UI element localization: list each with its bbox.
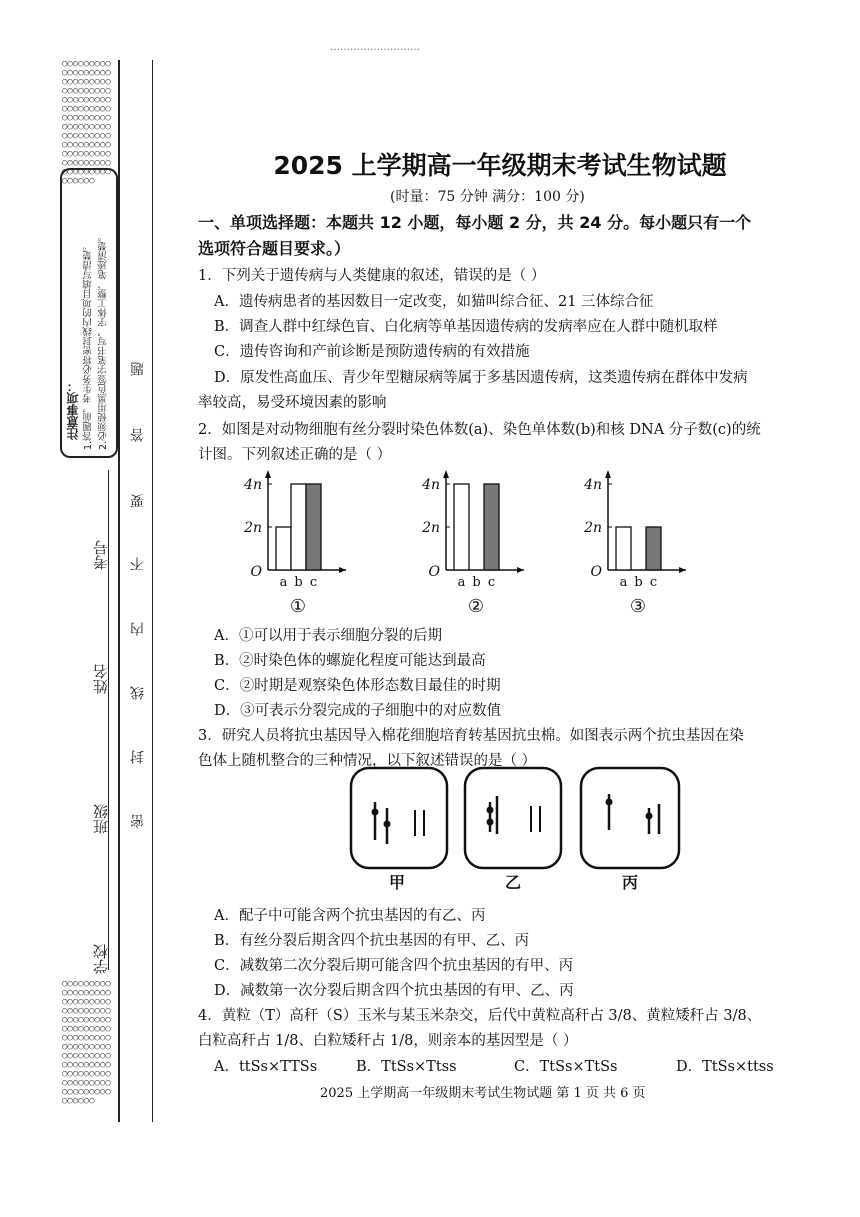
- q1-option-d-line2: 率较高，易受环境因素的影响: [198, 395, 387, 411]
- bar-c: [306, 484, 321, 570]
- q2-option-a: A．①可以用于表示细胞分裂的后期: [214, 628, 442, 644]
- gene-dot: [487, 807, 494, 814]
- field-school: 学校: [92, 944, 110, 974]
- seal-char-4: 不: [130, 557, 146, 571]
- q1-option-c: C．遗传咨询和产前诊断是预防遗传病的有效措施: [214, 344, 530, 360]
- q2-option-d: D．③可表示分裂完成的子细胞中的对应数值: [214, 703, 502, 719]
- bar-a: [276, 527, 291, 570]
- cell-yi: [465, 768, 561, 868]
- y-axis-arrow: [605, 470, 611, 478]
- x-tick-label: c: [487, 575, 496, 590]
- chart-label: ①: [289, 596, 307, 617]
- y-axis-arrow: [443, 470, 449, 478]
- chart-label: ②: [467, 596, 485, 617]
- x-tick-label: c: [649, 575, 658, 590]
- bar-c: [646, 527, 661, 570]
- seal-char-6: 线: [130, 686, 146, 700]
- q4-stem-line1: 4．黄粒（T）高秆（S）玉米与某玉米杂交，后代中黄粒高秆占 3/8、黄粒矮秆占 3/8、: [198, 1008, 762, 1024]
- q4-option-c: C．TtSs×TtSs: [514, 1059, 618, 1075]
- x-axis-arrow: [679, 567, 686, 573]
- notice-item-2: 2.必须使用黑色签字笔书写，字体工整、笔迹清楚。: [98, 231, 109, 450]
- x-tick-label: a: [279, 575, 288, 590]
- cell-bing: [581, 768, 679, 868]
- gene-dot: [487, 819, 494, 826]
- q3-chromosome-diagram: [345, 764, 715, 894]
- label-bing: 丙: [621, 873, 639, 892]
- notice-title: 注意事项：: [66, 380, 80, 440]
- x-tick-label: c: [309, 575, 318, 590]
- field-class: 班级: [92, 804, 110, 834]
- gene-dot: [606, 799, 613, 806]
- x-axis-arrow: [517, 567, 524, 573]
- field-name: 姓名: [92, 664, 110, 694]
- q2-stem-line1: 2．如图是对动物细胞有丝分裂时染色体数(a)、染色单体数(b)和核 DNA 分子数(c)的统: [198, 422, 761, 438]
- seal-char-2: 答: [130, 428, 146, 442]
- section-heading-line1: 一、单项选择题：本题共 12 小题，每小题 2 分，共 24 分。每小题只有一个: [198, 213, 752, 232]
- q3-option-c: C．减数第二次分裂后期可能含四个抗虫基因的有甲、丙: [214, 958, 574, 974]
- q4-option-d: D．TtSs×ttss: [676, 1059, 774, 1075]
- seal-char-1: 题: [130, 362, 146, 376]
- seal-line-inner: [152, 60, 153, 1122]
- x-tick-label: a: [619, 575, 628, 590]
- cell-jia: [351, 768, 447, 868]
- y-tick-label: 2n: [244, 520, 262, 536]
- gene-dot: [372, 809, 379, 816]
- field-exam-number: 考号: [92, 540, 110, 570]
- y-axis-arrow: [265, 470, 271, 478]
- y-tick-label: O: [428, 564, 440, 580]
- y-tick-label: 4n: [584, 477, 602, 493]
- q2-option-c: C．②时期是观察染色体形态数目最佳的时期: [214, 678, 501, 694]
- q4-stem-line2: 白粒高秆占 1/8、白粒矮秆占 1/8，则亲本的基因型是（ ）: [198, 1033, 578, 1049]
- chart-label: ③: [629, 596, 647, 617]
- q3-stem-line1: 3．研究人员将抗虫基因导入棉花细胞培育转基因抗虫棉。如图表示两个抗虫基因在染: [198, 728, 744, 744]
- notice-item-1: 1.答题前，考生务必将密封线内的项目填写清楚。: [83, 241, 94, 450]
- bar-a: [454, 484, 469, 570]
- x-tick-label: a: [457, 575, 466, 590]
- q2-option-b: B．②时染色体的螺旋化程度可能达到最高: [214, 653, 486, 669]
- page-title: 2025 上学期高一年级期末考试生物试题: [273, 151, 727, 180]
- y-tick-label: 2n: [584, 520, 602, 536]
- circle-border-bottom: ○○○○○○○○○○○○○○○○○○○○○○○○○○○○○○○○○○○○○○○○○○○○○○○○○○○○○○○○○○○○○○○○○○○○○○○○○○○○○○○○○○○○○○○○○○○○○○○○○○○○○○○○○○○○○○○○○○○○○○○○○○○: [62, 979, 111, 1106]
- q4-option-a: A．ttSs×TTSs: [214, 1059, 318, 1075]
- seal-char-8: 密: [130, 814, 146, 828]
- y-tick-label: 4n: [244, 477, 262, 493]
- label-jia: 甲: [388, 873, 406, 892]
- x-tick-label: b: [294, 575, 303, 590]
- page-footer: 2025 上学期高一年级期末考试生物试题 第 1 页 共 6 页: [320, 1086, 646, 1101]
- seal-char-3: 要: [130, 494, 146, 508]
- bar-a: [616, 527, 631, 570]
- q2-charts: [240, 466, 740, 618]
- q3-option-d: D．减数第一次分裂后期含四个抗虫基因的有甲、乙、丙: [214, 983, 574, 999]
- header-fragment: ………………………: [330, 42, 420, 53]
- q1-option-d-line1: D．原发性高血压、青少年型糖尿病等属于多基因遗传病，这类遗传病在群体中发病: [214, 370, 748, 386]
- y-tick-label: O: [250, 564, 262, 580]
- q1-option-a: A．遗传病患者的基因数目一定改变，如猫叫综合征、21 三体综合征: [214, 294, 654, 310]
- label-yi: 乙: [504, 873, 522, 892]
- y-tick-label: O: [590, 564, 602, 580]
- q1-stem: 1．下列关于遗传病与人类健康的叙述，错误的是（ ）: [198, 268, 546, 284]
- seal-char-5: 内: [130, 622, 146, 636]
- y-tick-label: 2n: [422, 520, 440, 536]
- q1-option-b: B．调查人群中红绿色盲、白化病等单基因遗传病的发病率应在人群中随机取样: [214, 319, 718, 335]
- x-tick-label: b: [634, 575, 643, 590]
- x-tick-label: b: [472, 575, 481, 590]
- bar-c: [484, 484, 499, 570]
- q4-option-b: B．TtSs×Ttss: [356, 1059, 457, 1075]
- subtitle: (时量：75 分钟 满分：100 分): [390, 189, 585, 205]
- seal-line-outer: [118, 60, 120, 1122]
- section-heading-line2: 选项符合题目要求。）: [198, 239, 351, 258]
- gene-dot: [646, 813, 653, 820]
- seal-char-7: 封: [130, 750, 146, 764]
- circle-border-top: ○○○○○○○○○○○○○○○○○○○○○○○○○○○○○○○○○○○○○○○○○○○○○○○○○○○○○○○○○○○○○○○○○○○○○○○○○○○○○○○○○○○○○○○○○○○○○○○○○○○○○○○○○○○○○○○○○○○○○○○○○○○: [62, 59, 111, 186]
- x-axis-arrow: [339, 567, 346, 573]
- y-tick-label: 4n: [422, 477, 440, 493]
- q3-option-b: B．有丝分裂后期含四个抗虫基因的有甲、乙、丙: [214, 933, 530, 949]
- gene-dot: [384, 821, 391, 828]
- q3-stem-line2: 色体上随机整合的三种情况，以下叙述错误的是（ ）: [198, 753, 537, 769]
- q3-option-a: A．配子中可能含两个抗虫基因的有乙、丙: [214, 908, 486, 924]
- bar-b: [291, 484, 306, 570]
- q2-stem-line2: 计图。下列叙述正确的是（ ）: [198, 447, 392, 463]
